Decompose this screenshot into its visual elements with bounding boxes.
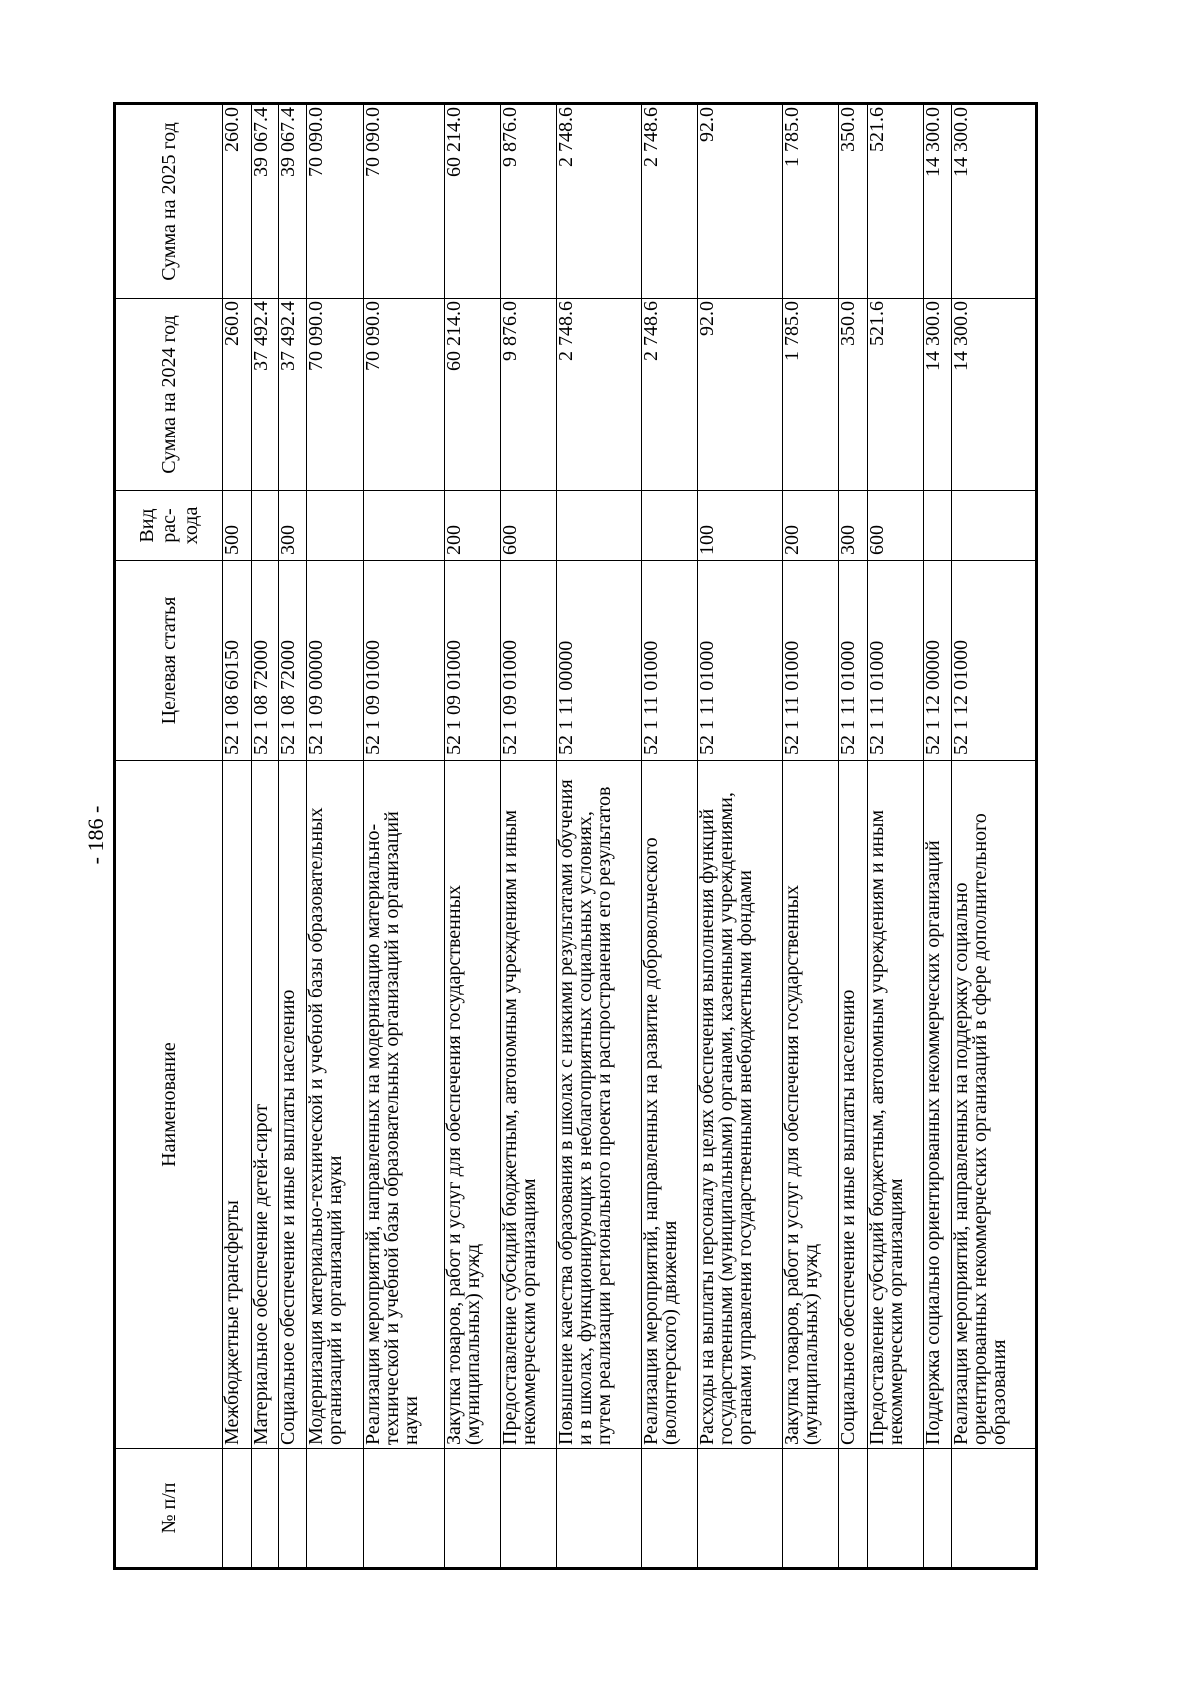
cell-sum-2025: 350.0	[838, 104, 867, 299]
cell-sum-2024: 70 090.0	[307, 299, 363, 491]
cell-sum-2025: 521.6	[868, 104, 924, 299]
table-row	[868, 104, 924, 1569]
cell-name: Социальное обеспечение и иные выплаты населению	[838, 761, 867, 1449]
cell-num	[782, 1449, 838, 1569]
cell-vid: 200	[444, 491, 500, 561]
cell-vid	[252, 491, 279, 561]
cell-sum-2025: 9 876.0	[501, 104, 557, 299]
cell-vid: 300	[279, 491, 307, 561]
cell-sum-2025: 260.0	[223, 104, 252, 299]
cell-sum-2025: 1 785.0	[782, 104, 838, 299]
cell-num	[279, 1449, 307, 1569]
cell-sum-2024: 14 300.0	[952, 299, 1037, 491]
cell-name: Реализация мероприятий, направленных на развитие добровольческого (волонтерского) движения	[641, 761, 697, 1449]
cell-sum-2024: 60 214.0	[444, 299, 500, 491]
header-row	[115, 104, 223, 1569]
cell-code: 52 1 08 60150	[223, 561, 252, 761]
cell-vid	[952, 491, 1037, 561]
cell-vid: 600	[501, 491, 557, 561]
cell-num	[641, 1449, 697, 1569]
cell-num	[444, 1449, 500, 1569]
table-row	[557, 104, 641, 1569]
cell-sum-2024: 9 876.0	[501, 299, 557, 491]
header-code: Целевая статья	[115, 561, 223, 761]
table-row	[924, 104, 952, 1569]
header-name: Наименование	[115, 761, 223, 1449]
table-row	[782, 104, 838, 1569]
cell-sum-2025: 60 214.0	[444, 104, 500, 299]
cell-name: Предоставление субсидий бюджетным, автономным учреждениям и иным некоммерческим организациям	[501, 761, 557, 1449]
cell-num	[924, 1449, 952, 1569]
cell-name: Закупка товаров, работ и услуг для обеспечения государственных (муниципальных) нужд	[444, 761, 500, 1449]
table-row	[698, 104, 782, 1569]
cell-code: 52 1 09 01000	[363, 561, 444, 761]
cell-num	[868, 1449, 924, 1569]
cell-num	[838, 1449, 867, 1569]
table-row	[444, 104, 500, 1569]
cell-vid	[557, 491, 641, 561]
header-num: № п/п	[115, 1449, 223, 1569]
cell-code: 52 1 08 72000	[279, 561, 307, 761]
header-sum-2025: Сумма на 2025 год	[115, 104, 223, 299]
table-row	[641, 104, 697, 1569]
table-row	[501, 104, 557, 1569]
table-body	[223, 104, 1037, 1569]
cell-num	[501, 1449, 557, 1569]
cell-num	[698, 1449, 782, 1569]
cell-name: Предоставление субсидий бюджетным, автономным учреждениям и иным некоммерческим организациям	[868, 761, 924, 1449]
cell-sum-2025: 14 300.0	[952, 104, 1037, 299]
cell-num	[557, 1449, 641, 1569]
table-row	[252, 104, 279, 1569]
page-number: - 186 -	[83, 805, 108, 865]
cell-sum-2024: 70 090.0	[363, 299, 444, 491]
header-vid: Вид рас-хода	[115, 491, 223, 561]
cell-vid	[307, 491, 363, 561]
cell-num	[307, 1449, 363, 1569]
cell-code: 52 1 11 00000	[557, 561, 641, 761]
cell-code: 52 1 11 01000	[868, 561, 924, 761]
table-row	[952, 104, 1037, 1569]
cell-sum-2024: 260.0	[223, 299, 252, 491]
cell-sum-2024: 1 785.0	[782, 299, 838, 491]
cell-num	[252, 1449, 279, 1569]
cell-sum-2024: 350.0	[838, 299, 867, 491]
cell-name: Модернизация материально-технической и учебной базы образовательных организаций и организаций науки	[307, 761, 363, 1449]
cell-sum-2024: 2 748.6	[557, 299, 641, 491]
cell-name: Реализация мероприятий, направленных на поддержку социально ориентированных некоммерческих организаций в сфере дополнительного образования	[952, 761, 1037, 1449]
cell-vid	[363, 491, 444, 561]
cell-vid: 500	[223, 491, 252, 561]
cell-sum-2024: 37 492.4	[252, 299, 279, 491]
table-row	[223, 104, 252, 1569]
cell-name: Реализация мероприятий, направленных на модернизацию материально-технической и учебной базы образовательных организаций и организаций науки	[363, 761, 444, 1449]
cell-vid	[641, 491, 697, 561]
cell-sum-2025: 39 067.4	[252, 104, 279, 299]
cell-num	[952, 1449, 1037, 1569]
cell-vid: 600	[868, 491, 924, 561]
cell-vid: 300	[838, 491, 867, 561]
cell-code: 52 1 08 72000	[252, 561, 279, 761]
cell-code: 52 1 12 00000	[924, 561, 952, 761]
cell-name: Материальное обеспечение детей-сирот	[252, 761, 279, 1449]
cell-code: 52 1 11 01000	[838, 561, 867, 761]
cell-code: 52 1 12 01000	[952, 561, 1037, 761]
cell-vid	[924, 491, 952, 561]
cell-code: 52 1 09 01000	[501, 561, 557, 761]
cell-code: 52 1 11 01000	[641, 561, 697, 761]
cell-name: Межбюджетные трансферты	[223, 761, 252, 1449]
cell-code: 52 1 09 01000	[444, 561, 500, 761]
cell-vid: 200	[782, 491, 838, 561]
cell-name: Повышение качества образования в школах с низкими результатами обучения и в школах, функционирующих в неблагоприятных социальных условиях, путем реализации регионального проекта и распространения его результатов	[557, 761, 641, 1449]
cell-sum-2024: 521.6	[868, 299, 924, 491]
cell-sum-2025: 14 300.0	[924, 104, 952, 299]
cell-sum-2025: 2 748.6	[557, 104, 641, 299]
cell-sum-2024: 37 492.4	[279, 299, 307, 491]
cell-sum-2025: 2 748.6	[641, 104, 697, 299]
cell-sum-2025: 39 067.4	[279, 104, 307, 299]
cell-name: Расходы на выплаты персоналу в целях обеспечения выполнения функций государственными (муниципальными) органами, казенными учреждениями, органами управления государственными внебюджетными фондами	[698, 761, 782, 1449]
cell-sum-2025: 70 090.0	[307, 104, 363, 299]
header-sum-2024: Сумма на 2024 год	[115, 299, 223, 491]
cell-name: Поддержка социально ориентированных некоммерческих организаций	[924, 761, 952, 1449]
table-row	[307, 104, 363, 1569]
table-row	[363, 104, 444, 1569]
cell-code: 52 1 11 01000	[698, 561, 782, 761]
budget-table-container	[113, 105, 1038, 1570]
cell-name: Социальное обеспечение и иные выплаты населению	[279, 761, 307, 1449]
cell-name: Закупка товаров, работ и услуг для обеспечения государственных (муниципальных) нужд	[782, 761, 838, 1449]
budget-table	[113, 102, 1038, 1570]
cell-vid: 100	[698, 491, 782, 561]
cell-sum-2025: 70 090.0	[363, 104, 444, 299]
cell-code: 52 1 09 00000	[307, 561, 363, 761]
cell-num	[363, 1449, 444, 1569]
cell-code: 52 1 11 01000	[782, 561, 838, 761]
cell-sum-2024: 92.0	[698, 299, 782, 491]
table-row	[279, 104, 307, 1569]
cell-sum-2024: 2 748.6	[641, 299, 697, 491]
cell-sum-2024: 14 300.0	[924, 299, 952, 491]
table-row	[838, 104, 867, 1569]
cell-sum-2025: 92.0	[698, 104, 782, 299]
cell-num	[223, 1449, 252, 1569]
